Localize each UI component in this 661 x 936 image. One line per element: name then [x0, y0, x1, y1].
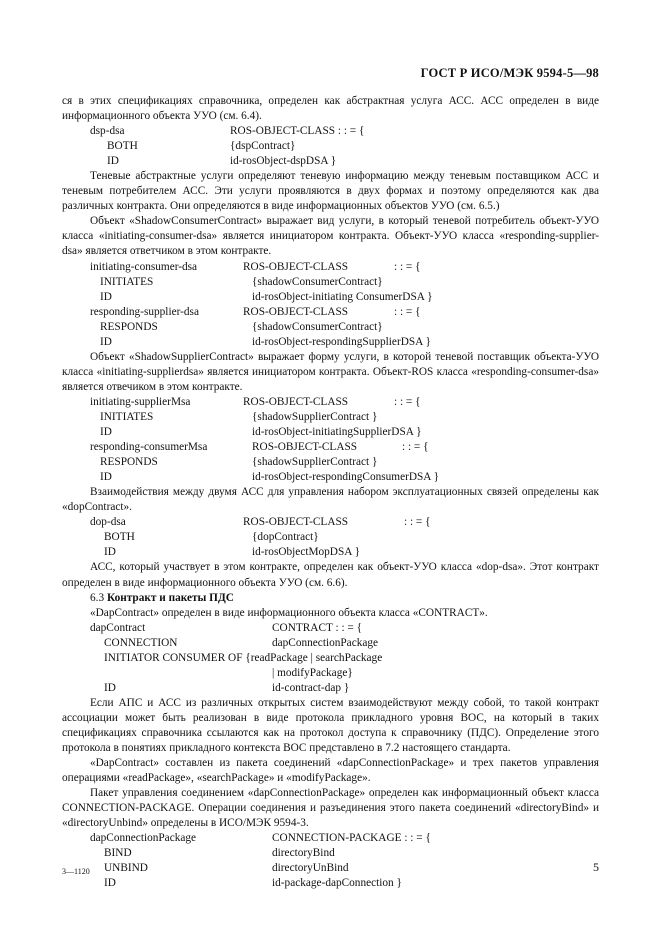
- code-value: {shadowSupplierContract }: [252, 410, 378, 423]
- code-value: {dopContract}: [252, 531, 319, 544]
- paragraph: «DapContract» определен в виде информационного объекта класса «CONTRACT».: [90, 606, 488, 619]
- code-value: id-rosObject-initiatingSupplierDSA }: [252, 426, 422, 439]
- code-term: ID: [100, 471, 112, 484]
- code-term: INITIATES: [100, 410, 154, 423]
- paragraph: Объект «ShadowSupplierContract» выражает форму услуги, в которой теневой поставщик объекта-УУО класса «initiating-supplierdsa» является инициатором контракта. Объект-ROS класса «responding-consumer-dsa» является отвечиком в этом контракте.: [62, 350, 599, 393]
- code-term: ID: [100, 290, 112, 303]
- print-code: 3—1120: [62, 867, 90, 876]
- code-assign: : : = {: [402, 441, 429, 454]
- code-line: [62, 515, 599, 530]
- code-term: RESPONDS: [100, 320, 158, 333]
- code-value: ROS-OBJECT-CLASS: [243, 516, 349, 529]
- code-line: [62, 425, 599, 440]
- code-line: [62, 275, 599, 290]
- code-value: {shadowSupplierContract }: [252, 456, 378, 469]
- code-line: [62, 681, 599, 696]
- code-line: [62, 305, 599, 320]
- code-line: [62, 395, 599, 410]
- code-value: id-package-dapConnection }: [272, 877, 402, 890]
- code-value: id-contract-dap }: [272, 681, 350, 694]
- code-line: [62, 831, 599, 846]
- code-value: {shadowConsumerContract}: [252, 275, 383, 288]
- code-value: ROS-OBJECT-CLASS: [252, 441, 358, 454]
- code-value: dapConnectionPackage: [272, 636, 379, 649]
- code-term: dapConnectionPackage: [90, 832, 197, 845]
- code-value: directoryBind: [272, 847, 335, 860]
- code-line: [62, 545, 599, 560]
- code-value: ROS-OBJECT-CLASS: [243, 395, 349, 408]
- page-number: 5: [593, 860, 599, 874]
- code-term: dop-dsa: [90, 516, 126, 529]
- code-line: [62, 470, 599, 485]
- code-term: CONNECTION: [104, 636, 178, 649]
- code-line: [62, 666, 599, 681]
- code-term: dapContract: [90, 621, 146, 634]
- paragraph: Если АПС и АСС из различных открытых систем взаимодействуют между собой, то такой контракт ассоциации может быть реализован в виде протокола прикладного уровня ВОС, на который в таких спецификациях справочника ссылаются как на протокол доступа к справочнику (ПДС). Определение этого протокола в понятиях прикладного контекста ВОС представлено в 7.2 настоящего стандарта.: [62, 696, 599, 755]
- code-line: [62, 846, 599, 861]
- section-number: 6.3: [90, 591, 105, 604]
- page-body: [62, 94, 599, 891]
- paragraph: АСС, который участвует в этом контракте, определен как объект-УУО класса «dop-dsa». Этот контракт определен в виде информационного объекта УУО (см. 6.6).: [62, 561, 599, 589]
- code-term: ID: [104, 681, 116, 694]
- code-line: [62, 621, 599, 636]
- code-line: [62, 260, 599, 275]
- standard-header: ГОСТ Р ИСО/МЭК 9594-5—98: [420, 66, 599, 80]
- code-line: [62, 154, 599, 169]
- code-assign: : : = {: [394, 305, 421, 318]
- code-value: id-rosObject-initiating ConsumerDSA }: [252, 290, 433, 303]
- code-line: [62, 139, 599, 154]
- paragraph: ся в этих спецификациях справочника, определен как абстрактная услуга АСС. АСС определен в виде информационного объекта УУО (см. 6.4).: [62, 95, 599, 123]
- section-heading: [62, 591, 599, 606]
- paragraph: Пакет управления соединением «dapConnectionPackage» определен как информационный объект класса CONNECTION-PACKAGE. Операции соединения и разъединения этого пакета соединений «directoryBind» и «directoryUnbind» определены в ИСО/МЭК 9594-3.: [62, 787, 599, 830]
- paragraph: Взаимодействия между двумя АСС для управления набором эксплуатационных связей определены как «dopContract».: [62, 486, 599, 514]
- code-line: [62, 290, 599, 305]
- code-line: [62, 636, 599, 651]
- code-line: [62, 876, 599, 891]
- paragraph: Объект «ShadowConsumerContract» выражает вид услуги, в который теневой потребитель объект-УУО класса «initiating-consumer-dsa» является инициатором контракта. Объект-УУО класса «responding-supplier-dsa» является ответчиком в этом контракте.: [62, 215, 599, 258]
- code-term: RESPONDS: [100, 456, 158, 469]
- code-term: BOTH: [107, 140, 138, 153]
- code-value: ROS-OBJECT-CLASS: [243, 305, 349, 318]
- paragraph: «DapContract» составлен из пакета соединений «dapConnectionPackage» и трех пакетов управления операциями «readPackage», «searchPackage» и «modifyPackage».: [62, 757, 599, 785]
- code-term: INITIATOR CONSUMER OF {readPackage | searchPackage: [104, 651, 383, 664]
- code-line: [62, 455, 599, 470]
- code-assign: : : = {: [394, 395, 421, 408]
- code-term: UNBIND: [104, 862, 148, 875]
- code-value: CONNECTION-PACKAGE : : = {: [272, 832, 431, 845]
- code-value: ROS-OBJECT-CLASS: [243, 260, 349, 273]
- code-term: initiating-consumer-dsa: [90, 260, 198, 273]
- code-assign: : : = {: [394, 260, 421, 273]
- code-term: ID: [100, 335, 112, 348]
- paragraph: Теневые абстрактные услуги определяют теневую информацию между теневым поставщиком АСС и теневым потребителем АСС. Эти услуги проявляются в двух формах и поэтому определяются как два различных контракта. Они определяются в виде информационных объектов УУО (см. 6.5.): [62, 170, 599, 213]
- code-value: directoryUnBind: [272, 862, 349, 875]
- code-term: responding-consumerMsa: [90, 441, 208, 454]
- code-line: [62, 320, 599, 335]
- section-title: Контракт и пакеты ПДС: [106, 591, 234, 604]
- code-term: ID: [100, 426, 112, 439]
- code-term: initiating-supplierMsa: [90, 395, 191, 408]
- code-term: ID: [104, 877, 116, 890]
- code-value: id-rosObject-dspDSA }: [230, 155, 337, 168]
- code-line: [62, 861, 599, 876]
- code-value: id-rosObject-respondingConsumerDSA }: [252, 471, 440, 484]
- code-term: BOTH: [104, 531, 135, 544]
- code-term: responding-supplier-dsa: [90, 305, 199, 318]
- code-value: CONTRACT : : = {: [272, 621, 363, 634]
- code-line: [62, 124, 599, 139]
- code-value: {dspContract}: [230, 140, 296, 153]
- code-term: ID: [104, 546, 116, 559]
- code-value: {shadowConsumerContract}: [252, 320, 383, 333]
- code-value: id-rosObject-respondingSupplierDSA }: [252, 335, 431, 348]
- code-line: [62, 651, 599, 666]
- code-line: [62, 335, 599, 350]
- code-value: id-rosObjectMopDSA }: [252, 546, 361, 559]
- code-assign: : : = {: [404, 516, 431, 529]
- code-term: dsp-dsa: [90, 125, 125, 138]
- code-value: ROS-OBJECT-CLASS : : = {: [230, 125, 365, 138]
- code-line: [62, 410, 599, 425]
- code-line: [62, 530, 599, 545]
- code-value: | modifyPackage}: [272, 666, 353, 679]
- code-term: BIND: [104, 847, 132, 860]
- code-term: INITIATES: [100, 275, 154, 288]
- code-line: [62, 440, 599, 455]
- code-term: ID: [107, 155, 119, 168]
